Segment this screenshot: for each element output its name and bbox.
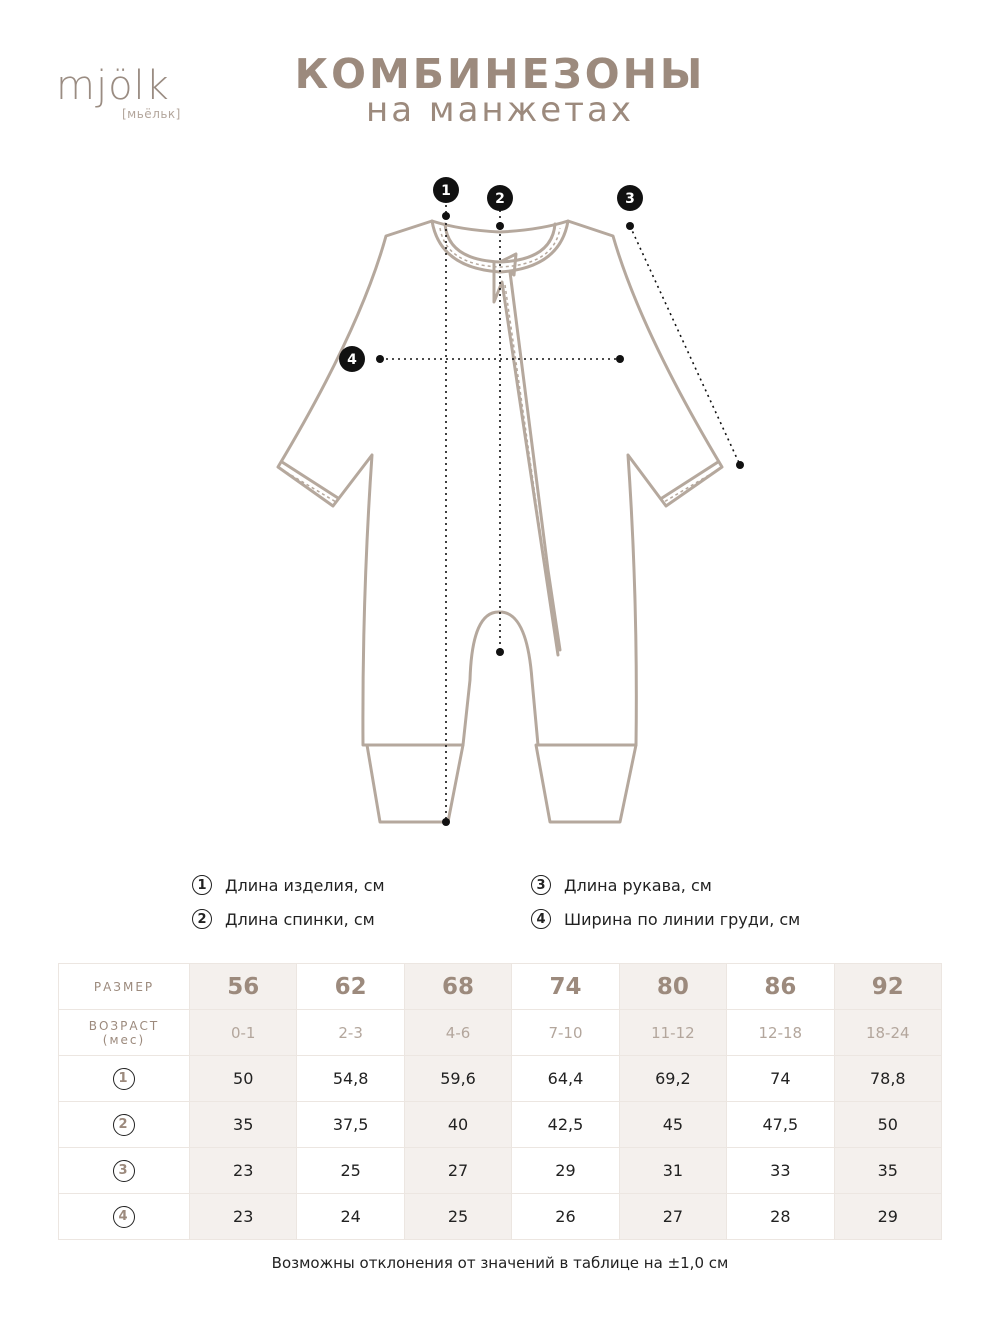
value-cell: 54,8	[297, 1056, 404, 1102]
legend-label: Длина рукава, см	[564, 875, 712, 895]
row-number-cell	[59, 1148, 190, 1194]
tolerance-note: Возможны отклонения от значений в таблице на ±1,0 см	[271, 1254, 729, 1272]
row-number: 2	[113, 1114, 135, 1136]
value-cell: 29	[512, 1148, 619, 1194]
legend-item	[531, 906, 800, 932]
age-header	[59, 1010, 190, 1056]
value-cell: 27	[619, 1194, 726, 1240]
marker-4	[339, 346, 365, 372]
measurement-legend	[0, 872, 1000, 942]
brand-name: mjölk	[56, 63, 170, 109]
value-cell: 37,5	[297, 1102, 404, 1148]
value-cell: 23	[190, 1194, 297, 1240]
marker-3	[617, 185, 643, 211]
legend-number: 1	[192, 875, 212, 895]
measurement-row	[59, 1102, 942, 1148]
row-number: 4	[113, 1206, 135, 1228]
size-cell: 80	[619, 964, 726, 1010]
measure-endpoints	[376, 212, 744, 826]
marker-1	[433, 177, 459, 203]
value-cell: 26	[512, 1194, 619, 1240]
page-title: КОМБИНЕЗОНЫ	[294, 50, 706, 98]
legend-label: Длина изделия, см	[225, 875, 385, 895]
marker-3-label: 3	[625, 191, 635, 207]
size-cell: 92	[834, 964, 941, 1010]
legend-number: 3	[531, 875, 551, 895]
value-cell: 45	[619, 1102, 726, 1148]
measurement-row	[59, 1148, 942, 1194]
legend-label: Длина спинки, см	[225, 909, 375, 929]
value-cell: 59,6	[404, 1056, 511, 1102]
jumpsuit-diagram	[0, 160, 1000, 840]
marker-2-label: 2	[495, 191, 505, 207]
age-cell: 18-24	[834, 1010, 941, 1056]
size-row	[59, 964, 942, 1010]
age-cell: 7-10	[512, 1010, 619, 1056]
value-cell: 35	[834, 1148, 941, 1194]
value-cell: 64,4	[512, 1056, 619, 1102]
value-cell: 74	[727, 1056, 834, 1102]
age-cell: 0-1	[190, 1010, 297, 1056]
value-cell: 28	[727, 1194, 834, 1240]
size-cell: 62	[297, 964, 404, 1010]
age-label: ВОЗРАСТ	[88, 1018, 160, 1033]
value-cell: 40	[404, 1102, 511, 1148]
legend-item	[531, 872, 712, 898]
size-cell: 68	[404, 964, 511, 1010]
value-cell: 50	[834, 1102, 941, 1148]
age-cell: 2-3	[297, 1010, 404, 1056]
measurement-row	[59, 1194, 942, 1240]
value-cell: 33	[727, 1148, 834, 1194]
value-cell: 50	[190, 1056, 297, 1102]
value-cell: 24	[297, 1194, 404, 1240]
legend-item	[192, 906, 375, 932]
brand-subname: [мьёльк]	[122, 107, 181, 121]
value-cell: 78,8	[834, 1056, 941, 1102]
value-cell: 42,5	[512, 1102, 619, 1148]
value-cell: 23	[190, 1148, 297, 1194]
value-cell: 47,5	[727, 1102, 834, 1148]
value-cell: 29	[834, 1194, 941, 1240]
size-cell: 74	[512, 964, 619, 1010]
legend-number: 4	[531, 909, 551, 929]
marker-4-label: 4	[347, 352, 357, 368]
age-unit: (мес)	[102, 1032, 146, 1047]
row-number-cell	[59, 1056, 190, 1102]
age-row	[59, 1010, 942, 1056]
value-cell: 27	[404, 1148, 511, 1194]
age-cell: 11-12	[619, 1010, 726, 1056]
size-cell: 56	[190, 964, 297, 1010]
marker-2	[487, 185, 513, 211]
value-cell: 31	[619, 1148, 726, 1194]
size-header: РАЗМЕР	[59, 964, 190, 1010]
legend-item	[192, 872, 385, 898]
size-table	[58, 963, 942, 1240]
age-cell: 12-18	[727, 1010, 834, 1056]
value-cell: 35	[190, 1102, 297, 1148]
value-cell: 25	[297, 1148, 404, 1194]
age-cell: 4-6	[404, 1010, 511, 1056]
measure-lines	[380, 205, 740, 822]
legend-number: 2	[192, 909, 212, 929]
marker-1-label: 1	[441, 183, 451, 199]
legend-label: Ширина по линии груди, см	[564, 909, 801, 929]
size-cell: 86	[727, 964, 834, 1010]
row-number: 1	[113, 1068, 135, 1090]
row-number: 3	[113, 1160, 135, 1182]
row-number-cell	[59, 1194, 190, 1240]
measurement-row	[59, 1056, 942, 1102]
row-number-cell	[59, 1102, 190, 1148]
value-cell: 25	[404, 1194, 511, 1240]
page-subtitle: на манжетах	[366, 90, 634, 130]
value-cell: 69,2	[619, 1056, 726, 1102]
jumpsuit-outline	[278, 221, 722, 822]
